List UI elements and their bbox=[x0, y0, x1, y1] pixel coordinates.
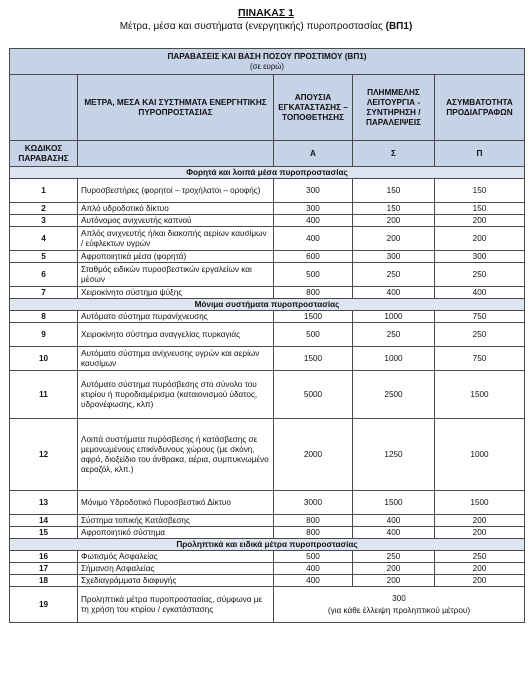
fine-noncompliance: 200 bbox=[435, 575, 525, 587]
fine-noncompliance: 200 bbox=[435, 215, 525, 227]
table-row bbox=[10, 551, 525, 563]
fine-absence: 3000 bbox=[274, 491, 353, 515]
fine-absence: 400 bbox=[274, 575, 353, 587]
fine-malfunction: 200 bbox=[353, 227, 435, 251]
section-header-preventive bbox=[10, 539, 525, 551]
header-title: ΠΑΡΑΒΑΣΕΙΣ ΚΑΙ ΒΑΣΗ ΠΟΣΟΥ ΠΡΟΣΤΙΜΟΥ (ΒΠ1) bbox=[167, 51, 367, 61]
header-title-cell bbox=[10, 49, 525, 75]
fine-malfunction: 200 bbox=[353, 563, 435, 575]
measure-description: Φωτισμός Ασφαλείας bbox=[78, 551, 274, 563]
violation-code: 18 bbox=[10, 575, 78, 587]
table-row bbox=[10, 491, 525, 515]
violation-code: 3 bbox=[10, 215, 78, 227]
fine-noncompliance: 200 bbox=[435, 527, 525, 539]
fine-malfunction: 2500 bbox=[353, 371, 435, 419]
table-row bbox=[10, 287, 525, 299]
violation-code: 15 bbox=[10, 527, 78, 539]
fine-noncompliance: 200 bbox=[435, 563, 525, 575]
violation-code: 4 bbox=[10, 227, 78, 251]
fine-noncompliance: 150 bbox=[435, 179, 525, 203]
fine-noncompliance: 750 bbox=[435, 347, 525, 371]
violation-code: 16 bbox=[10, 551, 78, 563]
fine-absence: 500 bbox=[274, 323, 353, 347]
violation-code: 6 bbox=[10, 263, 78, 287]
fine-noncompliance: 200 bbox=[435, 515, 525, 527]
fine-absence: 2000 bbox=[274, 419, 353, 491]
fine-noncompliance: 1000 bbox=[435, 419, 525, 491]
measure-description: Αυτόματο σύστημα πυρόσβεσης στο σύνολο του κτιρίου ή πυροδιαμέρισμα (καταιονισμού ύδατος, υδρονέφωσης, κλπ) bbox=[78, 371, 274, 419]
fines-table-body bbox=[10, 49, 525, 623]
fine-malfunction: 400 bbox=[353, 527, 435, 539]
fine-per-measure-note: (για κάθε έλλειψη προληπτικού μέτρου) bbox=[327, 605, 471, 615]
table-title: ΠΙΝΑΚΑΣ 1 bbox=[238, 7, 294, 19]
fine-absence: 5000 bbox=[274, 371, 353, 419]
fines-table bbox=[9, 48, 525, 623]
col-header-measures: ΜΕΤΡΑ, ΜΕΣΑ ΚΑΙ ΣΥΣΤΗΜΑΤΑ ΕΝΕΡΓΗΤΙΚΗΣ ΠΥΡΟΠΡΟΣΤΑΣΙΑΣ bbox=[78, 75, 274, 141]
col-letter-a: Α bbox=[274, 141, 353, 167]
subtitle-text: Μέτρα, μέσα και συστήματα (ενεργητικής) πυροπροστασίας bbox=[119, 21, 383, 32]
fine-noncompliance: 300 bbox=[435, 251, 525, 263]
fine-malfunction: 1000 bbox=[353, 311, 435, 323]
violation-code: 8 bbox=[10, 311, 78, 323]
fine-absence: 400 bbox=[274, 563, 353, 575]
violation-code: 10 bbox=[10, 347, 78, 371]
violation-code: 17 bbox=[10, 563, 78, 575]
col-letter-s: Σ bbox=[353, 141, 435, 167]
fine-noncompliance: 1500 bbox=[435, 491, 525, 515]
fine-noncompliance: 250 bbox=[435, 263, 525, 287]
table-row bbox=[10, 263, 525, 287]
fine-malfunction: 400 bbox=[353, 287, 435, 299]
measure-description: Απλό υδροδοτικό δίκτυο bbox=[78, 203, 274, 215]
section-header-permanent bbox=[10, 299, 525, 311]
measure-description: Λοιπά συστήματα πυρόσβεσης ή κατάσβεσης σε μεμονωμένους επικίνδυνους χώρους (με σκόνη, αφρό, διοξείδιο του άνθρακα, αέρια, συμπυκνωμένο αεροζόλ, κλπ.) bbox=[78, 419, 274, 491]
violation-code: 11 bbox=[10, 371, 78, 419]
table-row bbox=[10, 323, 525, 347]
fine-malfunction: 1250 bbox=[353, 419, 435, 491]
section-title: Μόνιμα συστήματα πυροπροστασίας bbox=[10, 299, 525, 311]
fine-malfunction: 150 bbox=[353, 203, 435, 215]
fine-per-measure-cell bbox=[274, 587, 525, 623]
header-columns-row bbox=[10, 75, 525, 141]
col-header-absence: ΑΠΟΥΣΙΑ ΕΓΚΑΤΑΣΤΑΣΗΣ – ΤΟΠΟΘΕΤΗΣΗΣ bbox=[274, 75, 353, 141]
table-row bbox=[10, 371, 525, 419]
fine-absence: 400 bbox=[274, 227, 353, 251]
measure-description: Αφροποιητικά μέσα (φορητά) bbox=[78, 251, 274, 263]
fine-noncompliance: 250 bbox=[435, 323, 525, 347]
violation-code: 13 bbox=[10, 491, 78, 515]
measure-description: Μόνιμο Υδροδοτικό Πυροσβεστικό Δίκτυο bbox=[78, 491, 274, 515]
table-row bbox=[10, 419, 525, 491]
section-title: Φορητά και λοιπά μέσα πυροπροστασίας bbox=[10, 167, 525, 179]
measure-description: Σήμανση Ασφαλείας bbox=[78, 563, 274, 575]
fine-malfunction: 250 bbox=[353, 323, 435, 347]
fine-malfunction: 250 bbox=[353, 263, 435, 287]
violation-code: 12 bbox=[10, 419, 78, 491]
col-letter-p: Π bbox=[435, 141, 525, 167]
table-row bbox=[10, 575, 525, 587]
fine-malfunction: 150 bbox=[353, 179, 435, 203]
fine-noncompliance: 1500 bbox=[435, 371, 525, 419]
fine-malfunction: 400 bbox=[353, 515, 435, 527]
fine-noncompliance: 150 bbox=[435, 203, 525, 215]
fine-malfunction: 1000 bbox=[353, 347, 435, 371]
col-header-code: ΚΩΔΙΚΟΣ ΠΑΡΑΒΑΣΗΣ bbox=[10, 141, 78, 167]
table-subtitle bbox=[0, 21, 532, 33]
subtitle-code: (ΒΠ1) bbox=[385, 21, 413, 32]
fine-noncompliance: 200 bbox=[435, 227, 525, 251]
fine-absence: 800 bbox=[274, 515, 353, 527]
section-header-portable bbox=[10, 167, 525, 179]
table-row bbox=[10, 179, 525, 203]
fine-absence: 800 bbox=[274, 287, 353, 299]
fine-malfunction: 250 bbox=[353, 551, 435, 563]
fine-noncompliance: 250 bbox=[435, 551, 525, 563]
table-row bbox=[10, 587, 525, 623]
measure-description: Απλός ανιχνευτής ή/και διακοπής αερίων καυσίμων / εύφλεκτων υγρών bbox=[78, 227, 274, 251]
fine-malfunction: 300 bbox=[353, 251, 435, 263]
fine-absence: 300 bbox=[274, 179, 353, 203]
header-codes-row bbox=[10, 141, 525, 167]
measure-description: Πυροσβεστήρες (φορητοί – τροχήλατοι – οροφής) bbox=[78, 179, 274, 203]
fine-absence: 300 bbox=[274, 203, 353, 215]
table-row bbox=[10, 527, 525, 539]
table-row bbox=[10, 227, 525, 251]
table-row bbox=[10, 311, 525, 323]
table-row bbox=[10, 203, 525, 215]
fine-malfunction: 200 bbox=[353, 575, 435, 587]
fine-noncompliance: 400 bbox=[435, 287, 525, 299]
violation-code: 1 bbox=[10, 179, 78, 203]
measure-description: Προληπτικά μέτρα πυροπροστασίας, σύμφωνα με τη χρήση του κτιρίου / εγκατάστασης bbox=[78, 587, 274, 623]
measure-description: Σύστημα τοπικής Κατάσβεσης bbox=[78, 515, 274, 527]
measure-description: Αυτόματο σύστημα ανίχνευσης υγρών και αερίων καυσίμων bbox=[78, 347, 274, 371]
table-row bbox=[10, 347, 525, 371]
header-empty-cell bbox=[10, 75, 78, 141]
measure-description: Σχεδιαγράμματα διαφυγής bbox=[78, 575, 274, 587]
fine-noncompliance: 750 bbox=[435, 311, 525, 323]
header-unit: (σε ευρώ) bbox=[250, 61, 284, 71]
measure-description: Χειροκίνητο σύστημα ψύξης bbox=[78, 287, 274, 299]
fine-absence: 500 bbox=[274, 263, 353, 287]
fine-absence: 1500 bbox=[274, 347, 353, 371]
fine-per-measure-value: 300 bbox=[392, 593, 406, 603]
table-row bbox=[10, 515, 525, 527]
header-title-row bbox=[10, 49, 525, 75]
header-empty-cell bbox=[78, 141, 274, 167]
violation-code: 14 bbox=[10, 515, 78, 527]
measure-description: Χειροκίνητο σύστημα αναγγελίας πυρκαγιάς bbox=[78, 323, 274, 347]
measure-description: Αυτόνομος ανιχνευτής καπνού bbox=[78, 215, 274, 227]
table-row bbox=[10, 563, 525, 575]
fine-absence: 800 bbox=[274, 527, 353, 539]
measure-description: Σταθμός ειδικών πυροσβεστικών εργαλείων και μέσων bbox=[78, 263, 274, 287]
col-header-malfunction: ΠΛΗΜΜΕΛΗΣ ΛΕΙΤΟΥΡΓΙΑ - ΣΥΝΤΗΡΗΣΗ / ΠΑΡΑΛΕΙΨΕΙΣ bbox=[353, 75, 435, 141]
violation-code: 9 bbox=[10, 323, 78, 347]
fine-malfunction: 200 bbox=[353, 215, 435, 227]
violation-code: 5 bbox=[10, 251, 78, 263]
fine-absence: 1500 bbox=[274, 311, 353, 323]
fine-absence: 600 bbox=[274, 251, 353, 263]
violation-code: 7 bbox=[10, 287, 78, 299]
violation-code: 19 bbox=[10, 587, 78, 623]
violation-code: 2 bbox=[10, 203, 78, 215]
measure-description: Αφροποιητικό σύστημα bbox=[78, 527, 274, 539]
fine-absence: 400 bbox=[274, 215, 353, 227]
section-title: Προληπτικά και ειδικά μέτρα πυροπροστασίας bbox=[10, 539, 525, 551]
col-header-noncompliance: ΑΣΥΜΒΑΤΟΤΗΤΑ ΠΡΟΔΙΑΓΡΑΦΩΝ bbox=[435, 75, 525, 141]
table-row bbox=[10, 251, 525, 263]
measure-description: Αυτόματο σύστημα πυρανίχνευσης bbox=[78, 311, 274, 323]
fine-malfunction: 1500 bbox=[353, 491, 435, 515]
table-row bbox=[10, 215, 525, 227]
fine-absence: 500 bbox=[274, 551, 353, 563]
